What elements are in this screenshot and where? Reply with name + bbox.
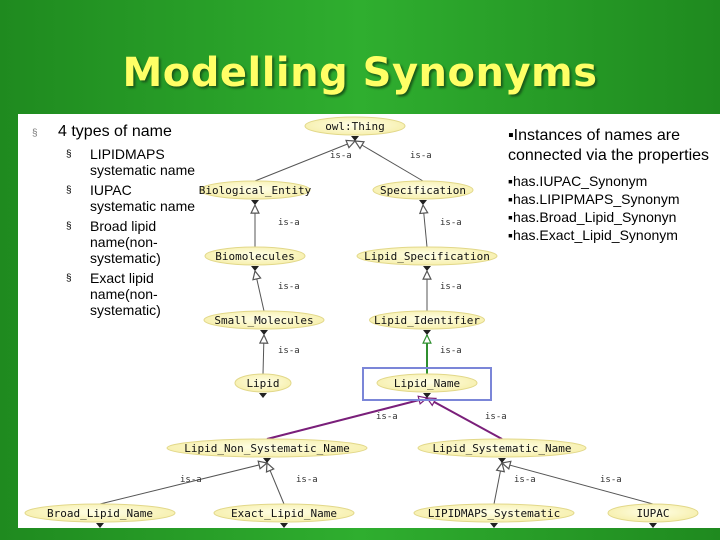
is-a-label: is-a — [410, 151, 432, 161]
is-a-label: is-a — [296, 475, 318, 485]
property-text: has.Broad_Lipid_Synonyn — [512, 209, 677, 225]
property-item: ▪has.LIPIPMAPS_Synonym — [508, 191, 680, 207]
node-label: IUPAC — [636, 507, 670, 520]
bullet-main-text: 4 types of name — [58, 123, 172, 140]
is-a-label: is-a — [376, 412, 398, 422]
node-label: Exact_Lipid_Name — [231, 507, 337, 520]
node-biological-entity — [199, 181, 312, 205]
node-label: Biomolecules — [215, 250, 295, 263]
is-a-label: is-a — [278, 282, 300, 292]
square-bullet-icon: § — [32, 128, 38, 139]
node-lipid-specification — [357, 247, 497, 271]
is-a-label: is-a — [514, 475, 536, 485]
is-a-label: is-a — [278, 346, 300, 356]
expand-triangle-icon — [259, 393, 267, 398]
diagram-nodes — [25, 117, 698, 528]
node-small-molecules — [204, 311, 324, 335]
sub-bullet-text: LIPIDMAPS systematic name — [90, 146, 196, 178]
arrowhead-icon — [355, 141, 364, 148]
is-a-label: is-a — [440, 282, 462, 292]
node-label: Small_Molecules — [214, 314, 314, 327]
arrowhead-icon — [253, 271, 261, 280]
arrowhead-icon — [260, 335, 268, 343]
arrowhead-icon — [423, 335, 431, 343]
property-item: ▪has.IUPAC_Synonym — [508, 173, 648, 189]
node-lipid-non-systematic-name — [167, 439, 367, 463]
is-a-label: is-a — [180, 475, 202, 485]
expand-triangle-icon — [251, 200, 259, 205]
node-lipid — [235, 374, 291, 398]
sub-bullet-text: IUPAC systematic name — [90, 182, 196, 214]
is-a-edge — [355, 141, 423, 181]
notes-main-text: Instances of names are connected via the properties — [508, 127, 710, 164]
expand-triangle-icon — [649, 523, 657, 528]
node-broad-lipid-name — [25, 504, 175, 528]
expand-triangle-icon — [490, 523, 498, 528]
is-a-label: is-a — [600, 475, 622, 485]
expand-triangle-icon — [251, 266, 259, 271]
node-label: Broad_Lipid_Name — [47, 507, 153, 520]
expand-triangle-icon — [260, 330, 268, 335]
node-lipidmaps-systematic — [414, 504, 574, 528]
sub-bullet-text: Broad lipid name(non-systematic) — [90, 218, 161, 266]
arrowhead-icon — [266, 463, 273, 472]
node-label: Lipid_Name — [393, 377, 461, 390]
node-label: owl:Thing — [325, 120, 385, 133]
sub-bullet-text: Exact lipid name(non-systematic) — [90, 270, 161, 318]
node-exact-lipid-name — [214, 504, 354, 528]
node-biomolecules — [205, 247, 305, 271]
is-a-label: is-a — [485, 412, 507, 422]
is-a-label: is-a — [278, 218, 300, 228]
expand-triangle-icon — [96, 523, 104, 528]
property-item: ▪has.Exact_Lipid_Synonym — [508, 227, 678, 243]
property-item: ▪has.Broad_Lipid_Synonyn — [508, 209, 677, 225]
node-specification — [373, 181, 473, 205]
property-text: has.LIPIPMAPS_Synonym — [512, 191, 680, 207]
arrowhead-icon — [423, 271, 431, 279]
node-label: LIPIDMAPS_Systematic — [427, 507, 561, 520]
is-a-label: is-a — [330, 151, 352, 161]
node-label: Biological_Entity — [198, 184, 312, 197]
node-label: Lipid — [246, 377, 280, 390]
arrowhead-icon — [420, 205, 428, 213]
node-lipid-identifier — [370, 311, 485, 335]
square-bullet-icon: § — [66, 149, 72, 160]
square-bullet-icon: § — [66, 273, 72, 284]
node-iupac — [608, 504, 698, 528]
arrowhead-icon — [346, 140, 355, 147]
node-label: Lipid_Systematic_Name — [432, 442, 572, 455]
arrowhead-icon — [258, 461, 267, 469]
node-owl-thing — [305, 117, 405, 141]
expand-triangle-icon — [423, 266, 431, 271]
expand-triangle-icon — [280, 523, 288, 528]
square-bullet-icon: § — [66, 185, 72, 196]
node-lipid-systematic-name — [418, 439, 586, 463]
node-label: Lipid_Non_Systematic_Name — [184, 442, 350, 455]
is-a-edge — [267, 398, 427, 439]
node-label: Specification — [379, 184, 467, 197]
is-a-edge — [255, 141, 355, 181]
property-text: has.Exact_Lipid_Synonym — [512, 227, 678, 243]
is-a-label: is-a — [440, 346, 462, 356]
square-bullet-icon: § — [66, 221, 72, 232]
slide-title: Modelling Synonyms — [122, 50, 598, 96]
expand-triangle-icon — [423, 330, 431, 335]
node-lipid-name — [377, 374, 477, 398]
is-a-label: is-a — [440, 218, 462, 228]
expand-triangle-icon — [419, 200, 427, 205]
node-label: Lipid_Specification — [364, 250, 490, 263]
arrowhead-icon — [251, 205, 259, 213]
notes-main: ▪Instances of names are connected via the properties — [508, 127, 710, 164]
node-label: Lipid_Identifier — [374, 314, 480, 327]
property-text: has.IUPAC_Synonym — [512, 173, 648, 189]
